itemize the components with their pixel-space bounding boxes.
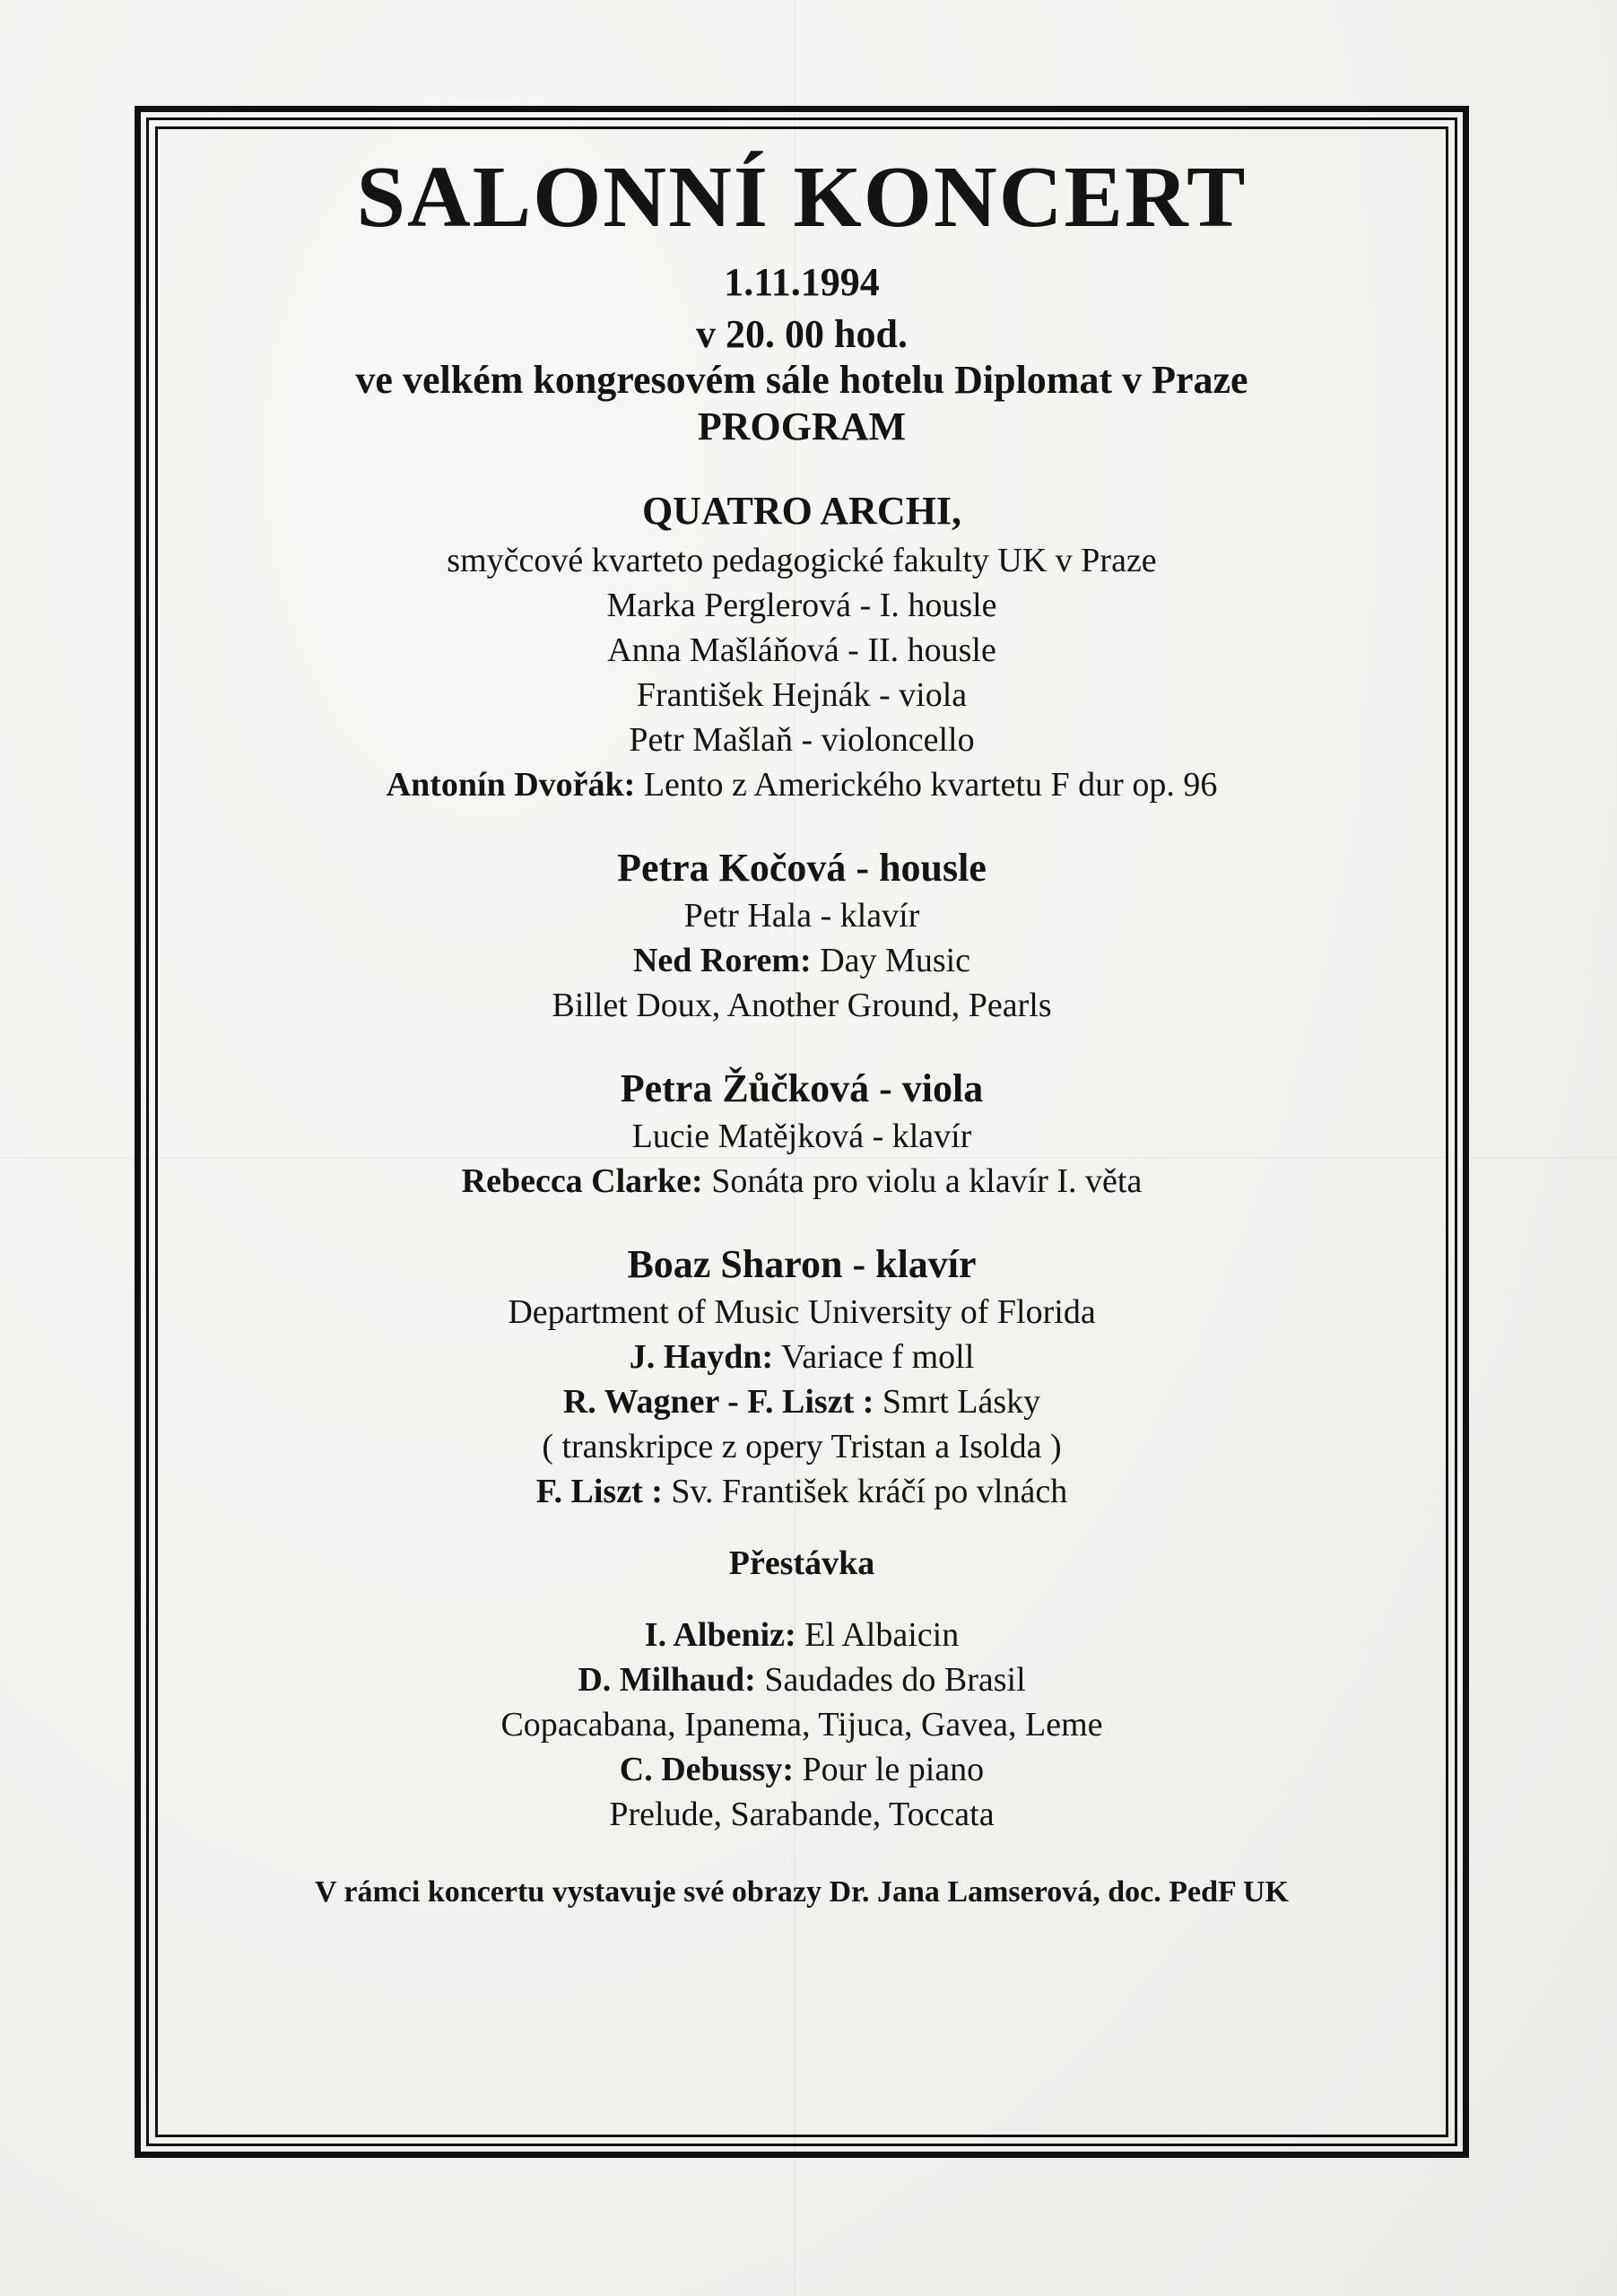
- piece-title: El Albaicin: [795, 1616, 960, 1654]
- composer-name: D. Milhaud:: [578, 1661, 756, 1699]
- performer-name: Petra Kočová - housle: [617, 846, 987, 890]
- section-second-half: [161, 1613, 1442, 1837]
- quartet-piece: [161, 762, 1442, 807]
- piece-title: Saudades do Brasil: [755, 1661, 1026, 1699]
- section-kocova: [161, 843, 1442, 1028]
- performer-affiliation: Department of Music University of Florida: [508, 1293, 1096, 1331]
- concert-title: SALONNÍ KONCERT: [356, 149, 1248, 246]
- quartet-member: František Hejnák - viola: [636, 676, 968, 714]
- composer-name: C. Debussy:: [619, 1751, 795, 1788]
- section-zuckova: [161, 1064, 1442, 1204]
- composer-name: Antonín Dvořák:: [386, 766, 636, 804]
- concert-time: v 20. 00 hod.: [696, 312, 908, 356]
- composer-name: J. Haydn:: [629, 1338, 774, 1376]
- performer-name: Petra Žůčková - viola: [620, 1066, 984, 1110]
- quartet-description: smyčcové kvarteto pedagogické fakulty UK v Praze: [447, 542, 1157, 579]
- accompanist: Petr Hala - klavír: [683, 897, 920, 935]
- piece-title: Pour le piano: [794, 1751, 985, 1788]
- piece: [161, 1335, 1442, 1379]
- piece-movements: Billet Doux, Another Ground, Pearls: [552, 987, 1052, 1024]
- program-heading: PROGRAM: [697, 404, 907, 448]
- piece-note: ( transkripce z opery Tristan a Isolda ): [542, 1428, 1062, 1465]
- composer-name: F. Liszt :: [535, 1473, 663, 1510]
- composer-name: Ned Rorem:: [632, 942, 812, 979]
- concert-venue: ve velkém kongresovém sále hotelu Diplomat v Praze: [355, 358, 1248, 402]
- piece-title: Variace f moll: [773, 1338, 975, 1376]
- composer-name: Rebecca Clarke:: [461, 1162, 703, 1200]
- performer-name: Boaz Sharon - klavír: [627, 1242, 977, 1286]
- piece: [161, 938, 1442, 983]
- quartet-member: Petr Mašlaň - violoncello: [629, 721, 975, 759]
- quartet-member: Anna Mašláňová - II. housle: [607, 631, 996, 669]
- piece: [161, 1469, 1442, 1514]
- piece-movements: Prelude, Sarabande, Toccata: [609, 1796, 995, 1833]
- piece-movements: Copacabana, Ipanema, Tijuca, Gavea, Leme: [500, 1706, 1103, 1744]
- composer-name: R. Wagner - F. Liszt :: [562, 1383, 874, 1421]
- accompanist: Lucie Matějková - klavír: [631, 1118, 972, 1155]
- section-sharon: [161, 1239, 1442, 1514]
- piece: [161, 1657, 1442, 1702]
- concert-date: 1.11.1994: [724, 260, 880, 304]
- quartet-member: Marka Perglerová - I. housle: [606, 587, 997, 624]
- piece: [161, 1159, 1442, 1204]
- intermission-label: Přestávka: [728, 1544, 875, 1582]
- section-quatro-archi: [161, 488, 1442, 807]
- piece: [161, 1613, 1442, 1657]
- piece: [161, 1379, 1442, 1424]
- piece-title: Sv. František kráčí po vlnách: [662, 1473, 1068, 1510]
- exhibition-note: V rámci koncertu vystavuje své obrazy Dr. Jana Lamserová, doc. PedF UK: [314, 1875, 1289, 1909]
- piece-title: Sonáta pro violu a klavír I. věta: [702, 1162, 1143, 1200]
- piece-title: Lento z Amerického kvartetu F dur op. 96: [635, 766, 1218, 804]
- piece-title: Day Music: [811, 942, 971, 979]
- composer-name: I. Albeniz:: [644, 1616, 796, 1654]
- piece-title: Smrt Lásky: [874, 1383, 1041, 1421]
- program-content: [161, 135, 1442, 2126]
- quartet-name: QUATRO ARCHI,: [641, 489, 962, 533]
- piece: [161, 1747, 1442, 1792]
